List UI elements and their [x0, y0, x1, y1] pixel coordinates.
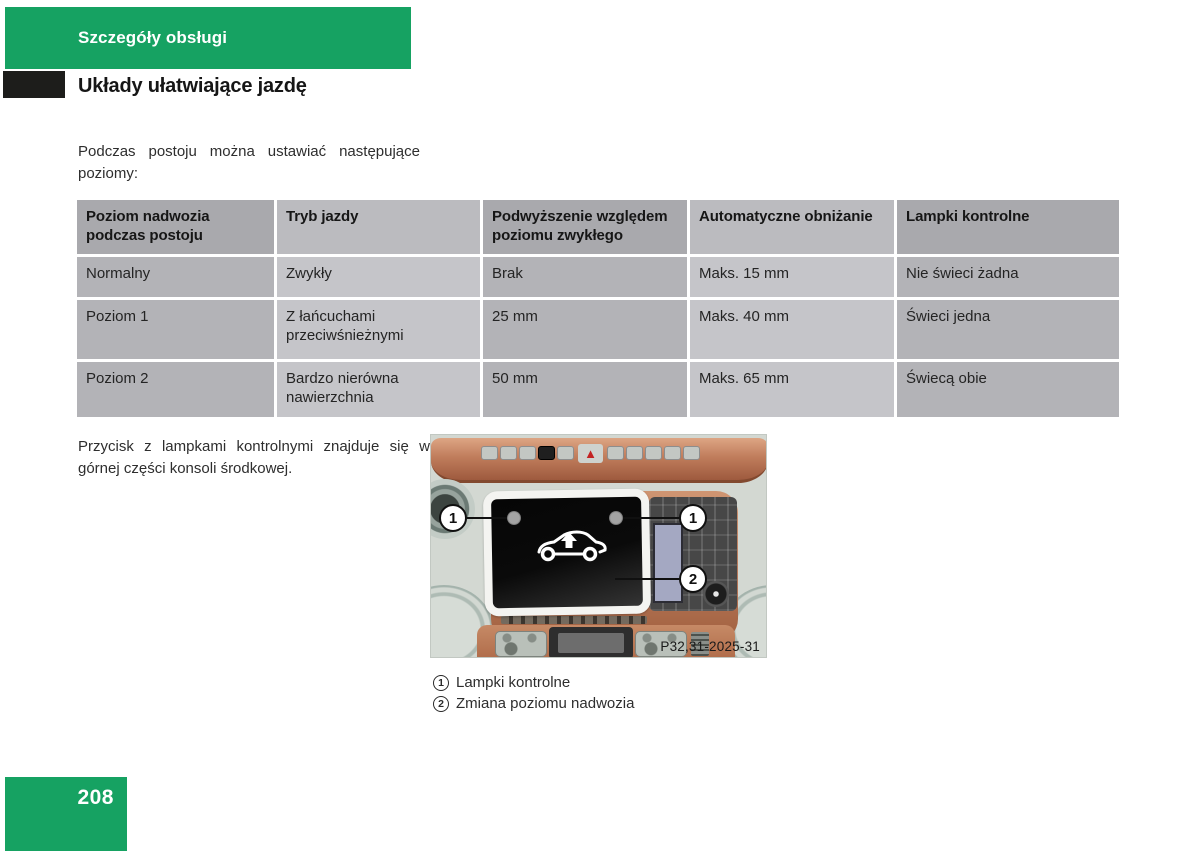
callout-line — [615, 578, 679, 580]
callout-number: 2 — [688, 570, 698, 588]
dash-button — [557, 446, 574, 460]
dash-button — [538, 446, 555, 460]
section-banner — [5, 7, 411, 69]
legend-item — [433, 693, 634, 714]
table-header-cell: Lampki kontrolne — [897, 200, 1119, 254]
indicator-lamp-left — [507, 511, 521, 525]
dash-button — [607, 446, 624, 460]
dash-button — [500, 446, 517, 460]
table-cell: 50 mm — [483, 362, 687, 417]
intro-text: Podczas postoju można ustawiać następujące poziomy: — [78, 143, 420, 182]
dash-button — [645, 446, 662, 460]
hazard-triangle-icon: ▲ — [584, 446, 597, 461]
callout-2 — [679, 565, 707, 593]
legend-label: Zmiana poziomu nadwozia — [456, 695, 635, 712]
callout-1-left — [439, 504, 467, 532]
dash-button-row-left — [481, 446, 574, 460]
legend-label: Lampki kontrolne — [456, 674, 571, 691]
table-cell: Zwykły — [277, 257, 480, 297]
section-tab-marker — [3, 71, 65, 98]
table-cell: Z łańcuchami przeciwśnieżnymi — [277, 300, 480, 359]
page-number: 208 — [77, 786, 114, 809]
table-header-cell: Podwyższenie względem poziomu zwykłego — [483, 200, 687, 254]
table-cell: Maks. 15 mm — [690, 257, 894, 297]
small-button-strip — [501, 616, 647, 624]
table-cell: Brak — [483, 257, 687, 297]
table-cell: Maks. 65 mm — [690, 362, 894, 417]
dash-button — [519, 446, 536, 460]
table-cell: Poziom 2 — [77, 362, 274, 417]
table-cell: Normalny — [77, 257, 274, 297]
table-cell: Poziom 1 — [77, 300, 274, 359]
table-cell: Świeci jedna — [897, 300, 1119, 359]
dash-button — [481, 446, 498, 460]
suspension-levels-table — [77, 200, 1119, 417]
table-cell: Nie świeci żadna — [897, 257, 1119, 297]
section-banner-label: Szczegóły obsługi — [78, 28, 228, 47]
figure-code: P32,31-2025-31 — [660, 639, 760, 654]
table-cell: Maks. 40 mm — [690, 300, 894, 359]
legend-number-1: 1 — [433, 675, 449, 691]
callout-number: 1 — [688, 509, 698, 527]
page-title: Układy ułatwiające jazdę — [78, 75, 307, 97]
vehicle-level-icon — [531, 529, 611, 563]
indicator-lamp-right — [609, 511, 623, 525]
legend-number-2: 2 — [433, 696, 449, 712]
legend-item — [433, 672, 634, 693]
table-header-cell: Automatyczne obniżanie — [690, 200, 894, 254]
hazard-warning-button — [578, 444, 603, 463]
dash-button-row-right — [607, 446, 700, 460]
table-cell: 25 mm — [483, 300, 687, 359]
callout-line — [623, 517, 679, 519]
figure-legend — [433, 672, 634, 714]
dash-button — [626, 446, 643, 460]
climate-display — [549, 627, 633, 658]
callout-number: 1 — [448, 509, 458, 527]
button-location-text: Przycisk z lampkami kontrolnymi znajduje się w górnej części konsoli środkowej. — [78, 438, 430, 477]
dash-button — [683, 446, 700, 460]
climate-buttons-left — [495, 631, 547, 657]
console-photo — [430, 434, 767, 658]
table-cell: Świecą obie — [897, 362, 1119, 417]
callout-line — [467, 517, 507, 519]
climate-display-screen — [558, 633, 624, 653]
table-header-cell: Tryb jazdy — [277, 200, 480, 254]
keypad-display — [653, 523, 683, 603]
dash-button — [664, 446, 681, 460]
table-cell: Bardzo nierówna nawierzchnia — [277, 362, 480, 417]
page-number-box — [5, 777, 127, 851]
table-header-cell: Poziom nadwozia podczas postoju — [77, 200, 274, 254]
keypad-knob — [703, 581, 729, 607]
callout-1-right — [679, 504, 707, 532]
